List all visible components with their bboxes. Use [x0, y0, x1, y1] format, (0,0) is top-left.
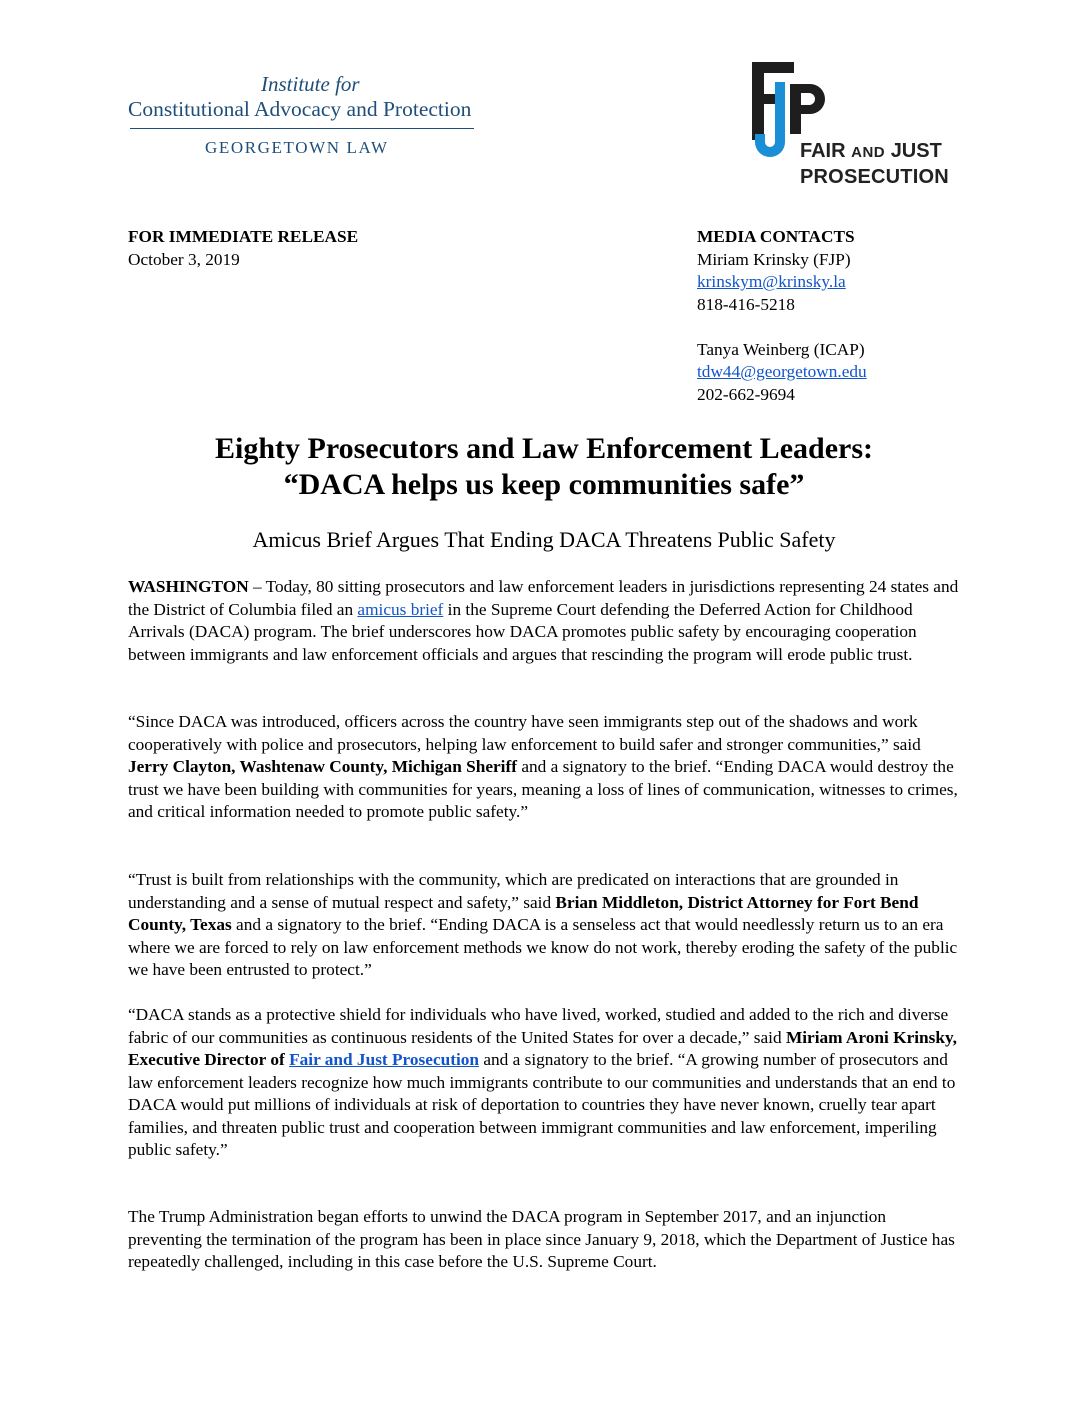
fjp-logo-wordmark — [800, 139, 949, 189]
headline-line1: Eighty Prosecutors and Law Enforcement Leaders: — [214, 432, 873, 465]
fjp-word-fair: FAIR — [800, 140, 846, 162]
fjp-link[interactable]: Fair and Just Prosecution — [289, 1050, 480, 1069]
icap-logo-line3: GEORGETOWN LAW — [205, 138, 389, 157]
release-label: FOR IMMEDIATE RELEASE — [128, 227, 359, 246]
icap-logo-line1: Institute for — [261, 72, 360, 96]
fjp-word-and: AND — [851, 144, 886, 161]
contact1-phone: 818-416-5218 — [697, 295, 795, 314]
fjp-word-prosecution: PROSECUTION — [800, 166, 949, 188]
contact2-email-link[interactable]: tdw44@georgetown.edu — [697, 362, 867, 381]
contact1-name: Miriam Krinsky (FJP) — [697, 250, 851, 269]
icap-logo-divider — [130, 128, 474, 129]
paragraph-1 — [128, 576, 963, 666]
icap-logo — [128, 72, 520, 158]
p1-text-b: in the Supreme Court defending the Deferred Action for Childhood Arrivals (DACA) program. The brief underscores how DACA promotes public safety by encouraging cooperation between immigrants and law enforcement officials and argues that rescinding the program will erode public trust. — [128, 599, 917, 664]
p1-text-a: – Today, 80 sitting prosecutors and law enforcement leaders in jurisdictions representing 24 states and the District of Columbia filed an — [128, 577, 959, 619]
p2-text-a: “Since DACA was introduced, officers across the country have seen immigrants step out of the shadows and work cooperatively with police and prosecutors, helping law enforcement to build safer and stronger communities,” said — [128, 712, 921, 754]
icap-logo-line2: Constitutional Advocacy and Protection — [128, 97, 472, 121]
paragraph-3 — [128, 869, 963, 982]
headline-line2: “DACA helps us keep communities safe” — [283, 468, 805, 501]
p4-text-b: and a signatory to the brief. “A growing number of prosecutors and law enforcement leaders recognize how much immigrants contribute to our communities and understands that an end to DACA would put millions of individuals at risk of deportation to countries they have never known, cruelly tear apart families, and threaten public trust and cooperation between immigrant communities and law enforcement, imperiling public safety.” — [128, 1050, 956, 1159]
p3-speaker: Brian Middleton, District Attorney for Fort Bend County, Texas — [128, 892, 919, 934]
paragraph-5: The Trump Administration began efforts to unwind the DACA program in September 2017, and an injunction preventing the termination of the program has been in place since January 9, 2018, which the Department of Justice has repeatedly challenged, including in this case before the U.S. Supreme Court. — [128, 1207, 955, 1271]
paragraph-4 — [128, 1004, 963, 1162]
release-date: October 3, 2019 — [128, 250, 240, 269]
p4-speaker: Miriam Aroni Krinsky, Executive Director of — [128, 1027, 958, 1069]
p2-text-b: and a signatory to the brief. “Ending DACA would destroy the trust we have been building with communities for years, meaning a loss of lines of communication, witnesses to crimes, and critical information needed to promote public safety.” — [128, 757, 958, 821]
paragraph-2 — [128, 711, 963, 824]
p3-text-a: “Trust is built from relationships with the community, which are predicated on interactions that are grounded in understanding and a sense of mutual respect and safety,” said — [128, 870, 899, 912]
p4-text-a: “DACA stands as a protective shield for individuals who have lived, worked, studied and added to the rich and diverse fabric of our communities as continuous residents of the United States for over a decade,” said — [128, 1005, 949, 1047]
p2-speaker: Jerry Clayton, Washtenaw County, Michigan Sheriff — [128, 757, 517, 776]
contact1-email-link[interactable]: krinskym@krinsky.la — [697, 272, 846, 291]
amicus-brief-link[interactable]: amicus brief — [357, 599, 444, 619]
fjp-logo — [750, 62, 970, 187]
contact2-phone: 202-662-9694 — [697, 385, 795, 404]
contact2-name: Tanya Weinberg (ICAP) — [697, 340, 865, 359]
p3-text-b: and a signatory to the brief. “Ending DACA is a senseless act that would needlessly return us to an era where we are forced to rely on law enforcement methods we know do not work, thereby eroding the safety of the public we have been entrusted to protect.” — [128, 915, 958, 979]
media-contacts-label: MEDIA CONTACTS — [697, 227, 855, 246]
dateline: WASHINGTON — [128, 577, 249, 596]
subheadline: Amicus Brief Argues That Ending DACA Threatens Public Safety — [252, 527, 836, 552]
fjp-word-just: JUST — [890, 140, 942, 162]
